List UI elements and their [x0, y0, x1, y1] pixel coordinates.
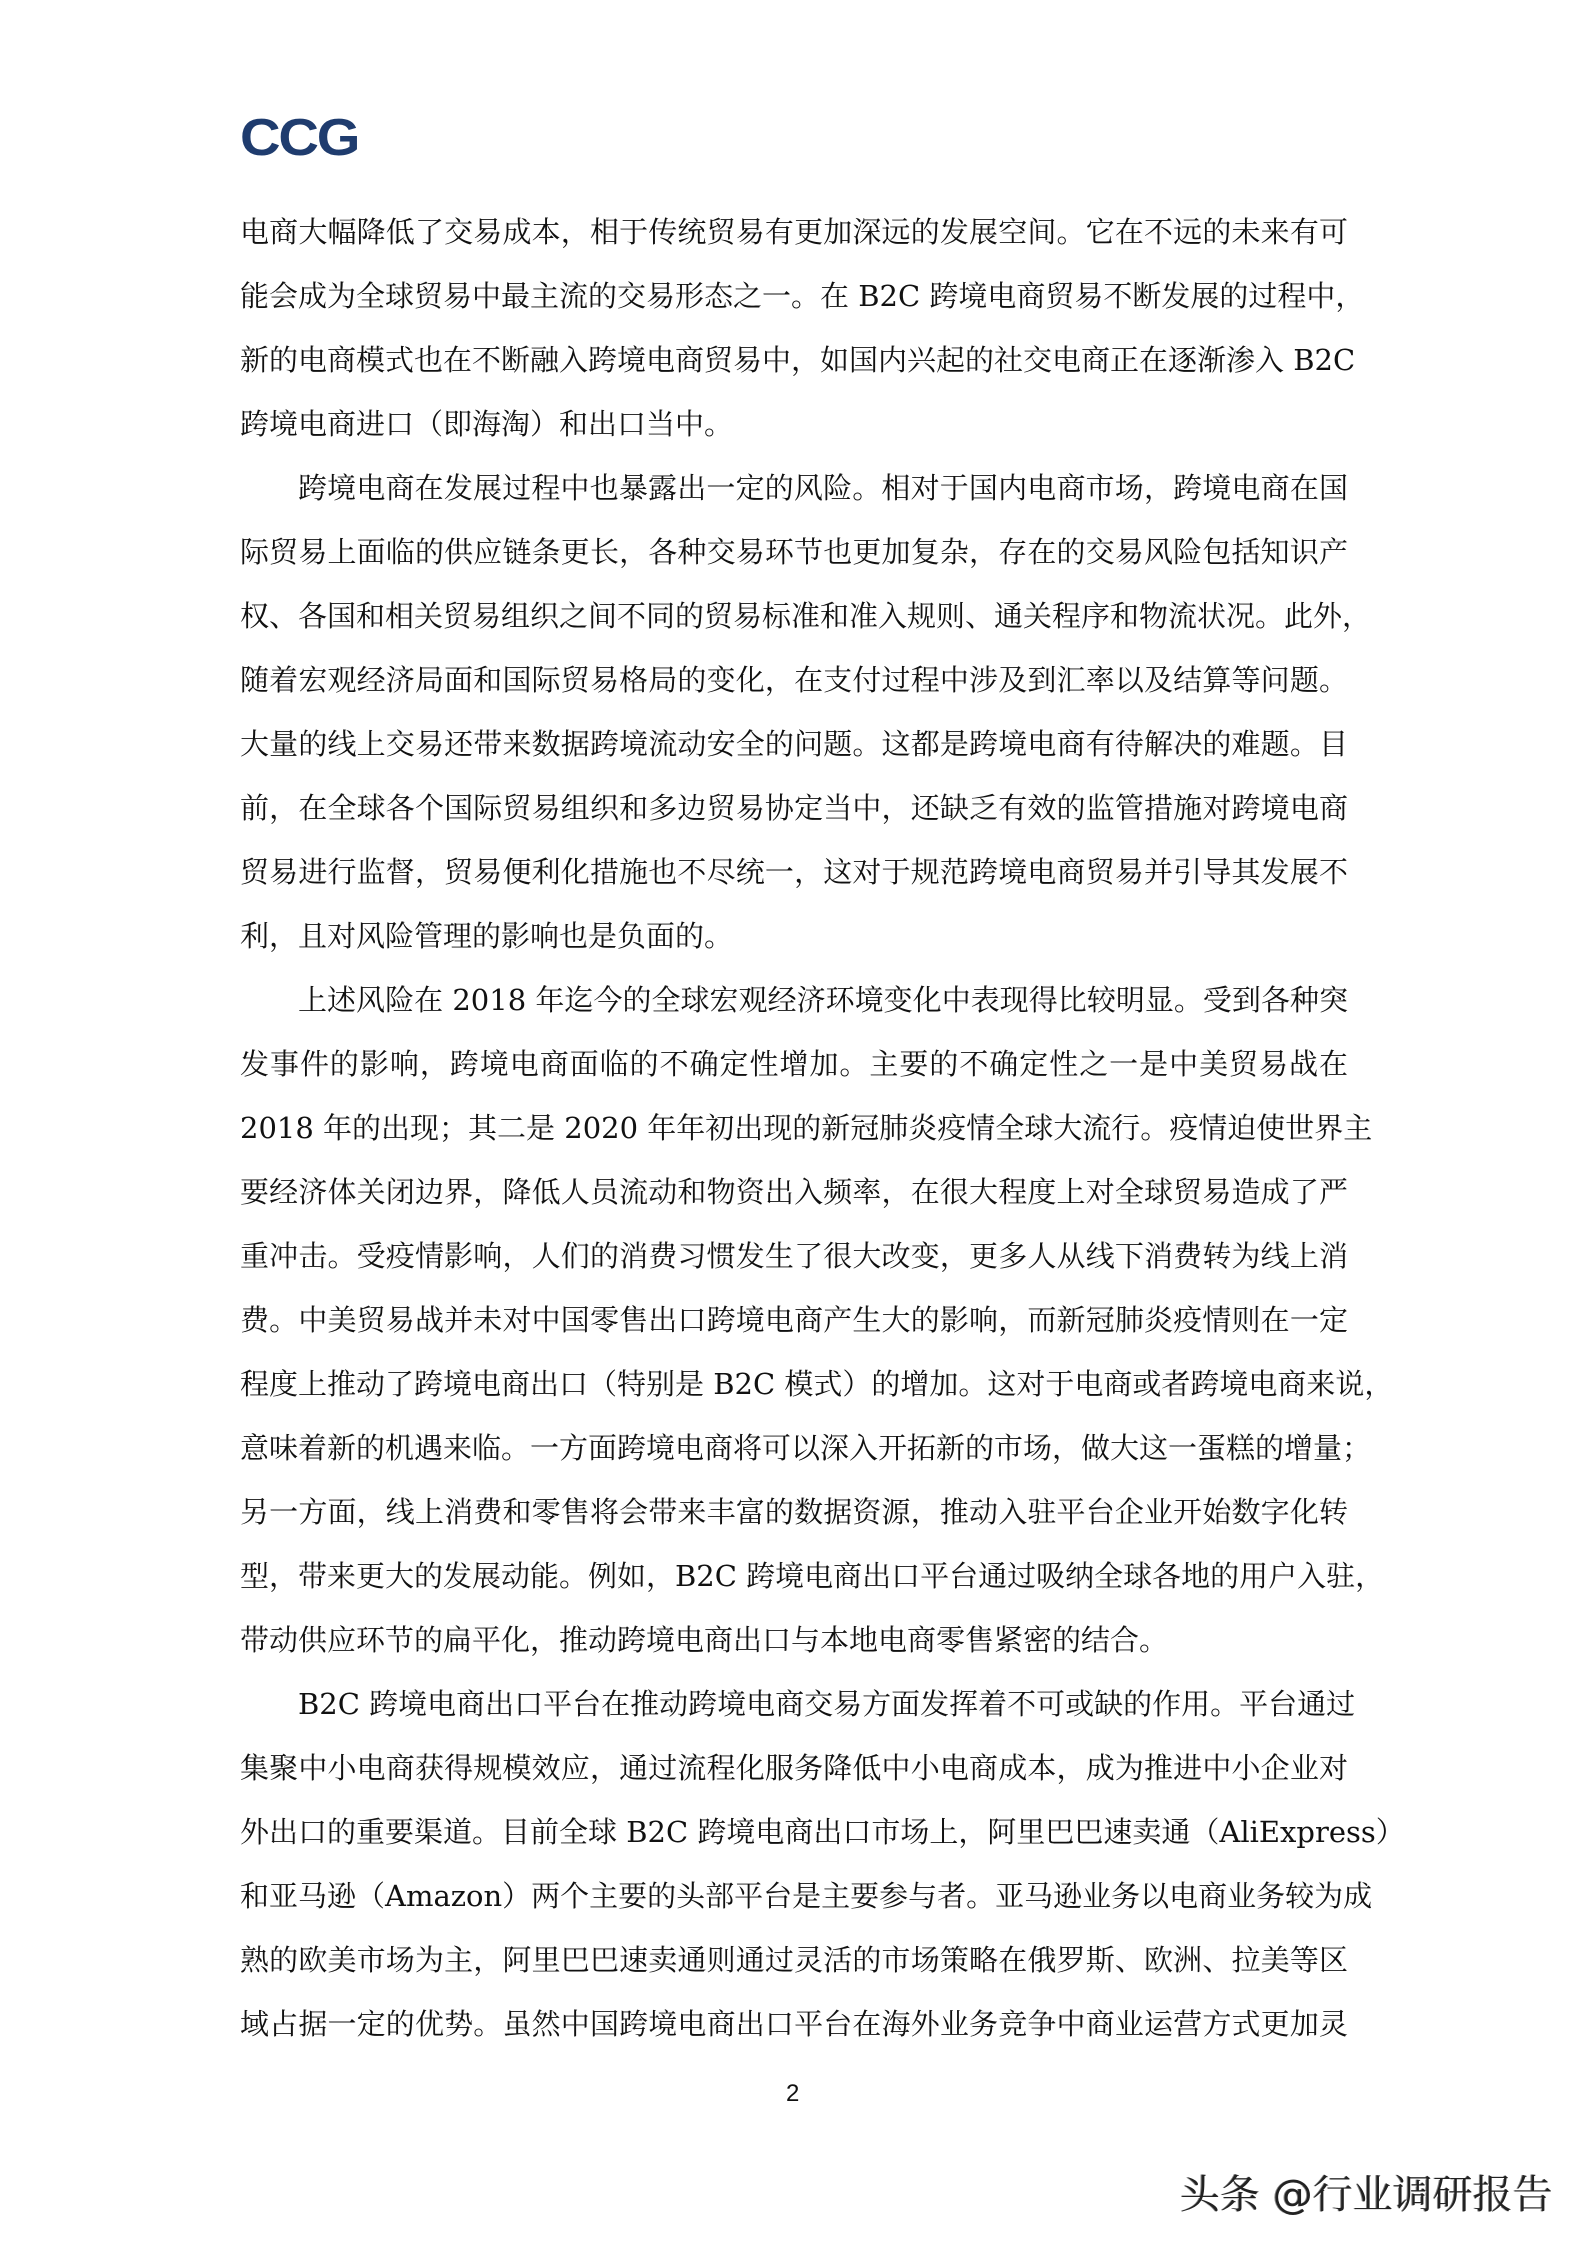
text-line: 贸易进行监督，贸易便利化措施也不尽统一，这对于规范跨境电商贸易并引导其发展不	[240, 855, 1348, 889]
text-line: 利，且对风险管理的影响也是负面的。	[240, 919, 734, 953]
text-line: 能会成为全球贸易中最主流的交易形态之一。在 B2C 跨境电商贸易不断发展的过程中，	[240, 279, 1365, 313]
text-line: B2C 跨境电商出口平台在推动跨境电商交易方面发挥着不可或缺的作用。平台通过	[298, 1687, 1356, 1721]
text-line: 跨境电商在发展过程中也暴露出一定的风险。相对于国内电商市场，跨境电商在国	[298, 471, 1348, 505]
text-line: 型，带来更大的发展动能。例如，B2C 跨境电商出口平台通过吸纳全球各地的用户入驻，	[240, 1559, 1385, 1593]
ccg-logo: CCG	[240, 109, 359, 167]
text-line: 域占据一定的优势。虽然中国跨境电商出口平台在海外业务竞争中商业运营方式更加灵	[240, 2007, 1348, 2041]
text-line: 熟的欧美市场为主，阿里巴巴速卖通则通过灵活的市场策略在俄罗斯、欧洲、拉美等区	[240, 1943, 1348, 1977]
text-line: 外出口的重要渠道。目前全球 B2C 跨境电商出口市场上，阿里巴巴速卖通（AliExpress）	[240, 1815, 1405, 1849]
text-line: 跨境电商进口（即海淘）和出口当中。	[240, 407, 734, 441]
text-line: 要经济体关闭边界，降低人员流动和物资出入频率，在很大程度上对全球贸易造成了严	[240, 1175, 1348, 1209]
text-line: 和亚马逊（Amazon）两个主要的头部平台是主要参与者。亚马逊业务以电商业务较为成	[240, 1879, 1373, 1913]
text-line: 发事件的影响，跨境电商面临的不确定性增加。主要的不确定性之一是中美贸易战在	[240, 1047, 1348, 1081]
paragraph	[240, 1672, 1405, 2056]
text-line: 费。中美贸易战并未对中国零售出口跨境电商产生大的影响，而新冠肺炎疫情则在一定	[240, 1303, 1348, 1337]
text-line: 意味着新的机遇来临。一方面跨境电商将可以深入开拓新的市场，做大这一蛋糕的增量；	[240, 1431, 1372, 1465]
text-line: 另一方面，线上消费和零售将会带来丰富的数据资源，推动入驻平台企业开始数字化转	[240, 1495, 1348, 1529]
text-line: 随着宏观经济局面和国际贸易格局的变化，在支付过程中涉及到汇率以及结算等问题。	[240, 663, 1348, 697]
page-number: 2	[786, 2080, 800, 2107]
text-line: 重冲击。受疫情影响，人们的消费习惯发生了很大改变，更多人从线下消费转为线上消	[240, 1239, 1348, 1273]
text-line: 大量的线上交易还带来数据跨境流动安全的问题。这都是跨境电商有待解决的难题。目	[240, 727, 1348, 761]
text-line: 电商大幅降低了交易成本，相于传统贸易有更加深远的发展空间。它在不远的未来有可	[240, 215, 1348, 249]
paragraph	[240, 200, 1365, 456]
text-line: 际贸易上面临的供应链条更长，各种交易环节也更加复杂，存在的交易风险包括知识产	[240, 535, 1348, 569]
paragraph	[240, 456, 1372, 968]
text-line: 上述风险在 2018 年迄今的全球宏观经济环境变化中表现得比较明显。受到各种突	[298, 983, 1348, 1017]
text-line: 带动供应环节的扁平化，推动跨境电商出口与本地电商零售紧密的结合。	[240, 1623, 1169, 1657]
watermark: 头条 @行业调研报告	[1180, 2172, 1553, 2218]
text-line: 程度上推动了跨境电商出口（特别是 B2C 模式）的增加。这对于电商或者跨境电商来说，	[240, 1367, 1394, 1401]
text-line: 权、各国和相关贸易组织之间不同的贸易标准和准入规则、通关程序和物流状况。此外，	[240, 599, 1372, 633]
text-line: 新的电商模式也在不断融入跨境电商贸易中，如国内兴起的社交电商正在逐渐渗入 B2C	[240, 343, 1356, 377]
text-line: 2018 年的出现；其二是 2020 年年初出现的新冠肺炎疫情全球大流行。疫情迫使世界主	[240, 1111, 1373, 1145]
document-body	[240, 200, 1405, 2056]
text-line: 前，在全球各个国际贸易组织和多边贸易协定当中，还缺乏有效的监管措施对跨境电商	[240, 791, 1348, 825]
paragraph	[240, 968, 1394, 1672]
text-line: 集聚中小电商获得规模效应，通过流程化服务降低中小电商成本，成为推进中小企业对	[240, 1751, 1348, 1785]
